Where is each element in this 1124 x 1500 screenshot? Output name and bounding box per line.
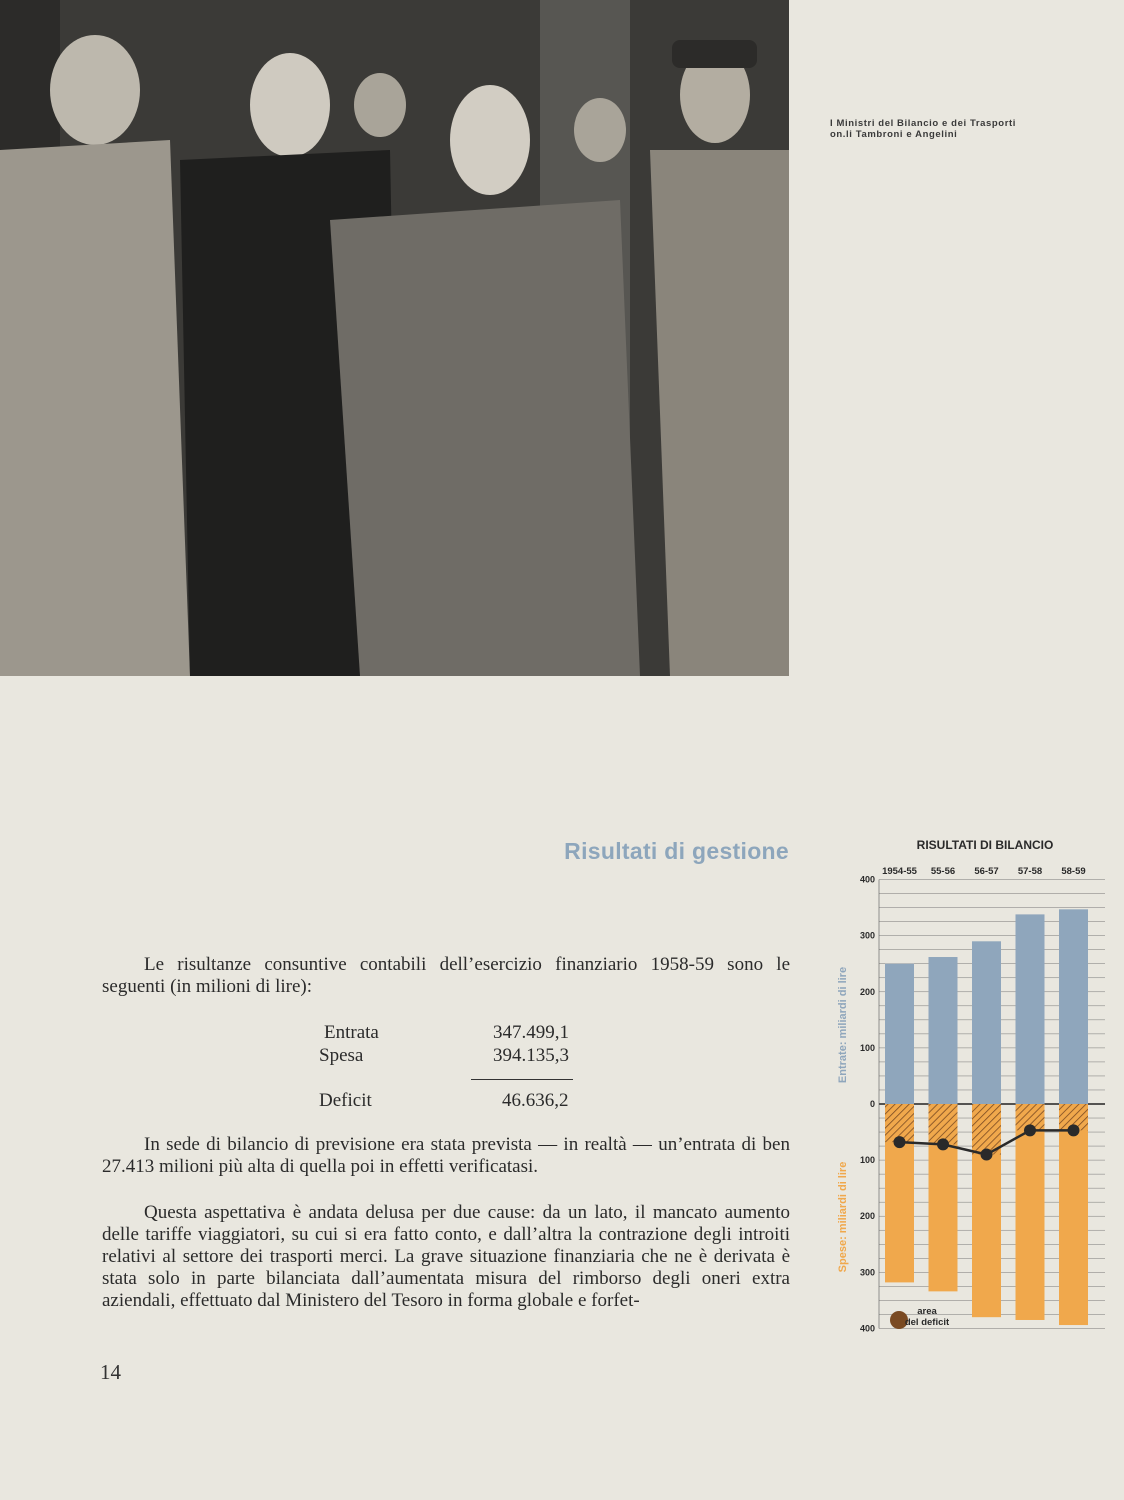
upper-axis-label: Entrate: miliardi di lire	[837, 966, 849, 1084]
table-total-rule	[471, 1079, 573, 1080]
photo-caption	[830, 118, 1090, 140]
entrate-bar	[972, 941, 1001, 1104]
deficit-point	[981, 1148, 993, 1160]
category-label: 1954-55	[882, 866, 917, 877]
table-row-label-spesa: Spesa	[319, 1045, 364, 1066]
deficit-point	[1024, 1124, 1036, 1136]
table-row-value-entrata: 347.499,1	[493, 1022, 569, 1043]
deficit-point	[937, 1138, 949, 1150]
deficit-point	[1068, 1124, 1080, 1136]
spese-bar	[1059, 1104, 1088, 1325]
category-label: 58-59	[1061, 866, 1086, 877]
deficit-point	[894, 1136, 906, 1148]
table-total-label: Deficit	[319, 1090, 372, 1111]
deficit-area	[972, 1104, 1001, 1154]
entrate-bar	[929, 957, 958, 1104]
paragraph-1: Le risultanze consuntive contabili dell’esercizio finanziario 1958-59 sono le seguenti (in milioni di lire):	[102, 954, 790, 997]
section-title: Risultati di gestione	[564, 838, 789, 864]
chart-title: RISULTATI DI BILANCIO	[916, 838, 1054, 852]
lower-tick-label: 400	[859, 1323, 875, 1334]
upper-tick-label: 300	[859, 930, 875, 941]
lower-tick-label: 200	[859, 1211, 875, 1222]
category-label: 55-56	[930, 866, 956, 877]
caption-line-1: I Ministri del Bilancio e dei Trasporti	[830, 118, 1016, 129]
lower-axis-label: Spese: miliardi di lire	[837, 1161, 849, 1273]
page-number: 14	[100, 1360, 121, 1384]
legend-label-line-1: area	[917, 1306, 937, 1317]
paragraph-2: In sede di bilancio di previsione era stata prevista — in realtà — un’entrata di ben 27.413 milioni più alta di quella poi in effetti verificatasi.	[102, 1134, 790, 1177]
entrate-bar	[885, 964, 914, 1104]
table-row-label-entrata: Entrata	[324, 1022, 379, 1043]
upper-tick-label: 0	[869, 1099, 875, 1109]
entrate-bar	[1059, 909, 1088, 1104]
category-label: 56-57	[974, 866, 999, 877]
upper-tick-label: 100	[859, 1042, 875, 1053]
budget-chart	[815, 830, 1105, 1350]
deficit-area	[929, 1104, 958, 1144]
upper-tick-label: 400	[859, 874, 875, 885]
entrate-bar	[1016, 914, 1045, 1104]
lower-tick-label: 100	[859, 1155, 875, 1166]
upper-tick-label: 200	[859, 986, 875, 997]
paragraph-3: Questa aspettativa è andata delusa per due cause: da un lato, il mancato aumento delle tariffe viaggiatori, su cui si era fatto conto, e dall’altra la contrazione degli introiti relativi al settore dei trasporti merci. La grave situazione finanziaria che ne è derivata è stata solo in parte bilanciata dall’aumentata misura del rimborso degli oneri extra aziendali, effettuato dal Ministero del Tesoro in forma globale e forfet-	[102, 1202, 790, 1311]
table-row-value-spesa: 394.135,3	[493, 1045, 569, 1066]
category-label: 57-58	[1017, 866, 1043, 877]
legend-label-line-2: del deficit	[904, 1317, 950, 1328]
table-total-value: 46.636,2	[502, 1090, 569, 1111]
caption-line-2: on.li Tambroni e Angelini	[830, 129, 958, 140]
lower-tick-label: 300	[859, 1267, 875, 1278]
budget-chart-svg	[815, 830, 1105, 1350]
ministers-photo	[0, 0, 789, 676]
